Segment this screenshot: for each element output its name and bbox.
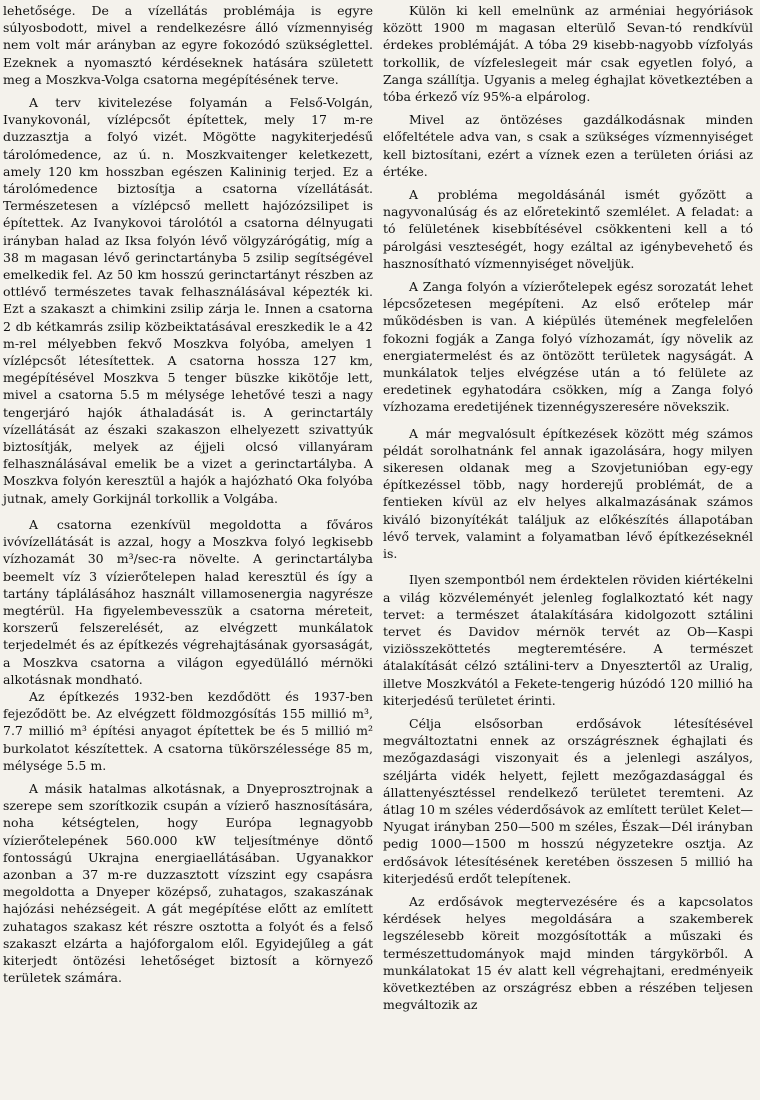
paragraph: Külön ki kell emelnünk az arméniai hegyóriások között 1900 m magasan elterülő Sevan-tó rendkívül érdekes problémáját. A tóba 29 kisebb-nagyobb vízfolyás torkollik, de vízfeleslegeit már csak egyetlen folyó, a Zanga szállítja. Ugyanis a meleg éghajlat következtében a tóba érkező víz 95%-a elpárolog. xyxy=(383,3,753,105)
right-column xyxy=(383,2,753,1100)
paragraph: A Zanga folyón a vízierőtelepek egész sorozatát lehet lépcsőzetesen megépíteni. Az első erőtelep már működésben is van. A kiépülés ütemének megfelelően fokozni fogják a Zanga folyó vízhozamát, így növelik az energiatermelést és az öntözött területek nagyságát. A munkálatok teljes elvégzése után a tó felülete az eredetinek egyhatodára csökken, míg a Zanga folyó vízhozama eredetijének tizennégyszeresére növekszik. xyxy=(383,279,753,415)
paragraph: lehetősége. De a vízellátás problémája is egyre súlyosbodott, mivel a rendelkezésre álló vízmennyiség nem volt már arányban az egyre fokozódó szükséglettel. Ezeknek a nyomasztó kérdéseknek hatására született meg a Moszkva-Volga csatorna megépítésének terve. xyxy=(3,3,373,87)
paragraph: Az építkezés 1932-ben kezdődött és 1937-ben fejeződött be. Az elvégzett földmozgósítás 155 millió m³, 7.7 millió m³ építési anyagot építettek be és 5 millió m² burkolatot készítettek. A csatorna tükörszélessége 85 m, mélysége 5.5 m. xyxy=(3,688,373,773)
paragraph: A csatorna ezenkívül megoldotta a főváros ivóvízellátását is azzal, hogy a Moszkva folyó legkisebb vízhozamát 30 m³/sec-ra növelte. A gerinctartályba beemelt víz 3 vízierőtelepen halad keresztül és így a tartány táplálásához használt villamosenergia nagyrésze megtérül. Ha figyelembevesszük a csatorna méreteit, korszerű felszerelését, az elvégzett munkálatok terjedelmét és az építkezés végrehajtásának gyorsaságát, a Moszkva csatorna a világon egyedülálló mérnöki alkotásnak mondható. xyxy=(3,516,373,687)
paragraph: Mivel az öntözéses gazdálkodásnak minden előfeltétele adva van, s csak a szükséges vízmennyiséget kell biztosítani, ezért a víznek ezen a területen óriási az értéke. xyxy=(383,112,753,179)
paragraph: A terv kivitelezése folyamán a Felső-Volgán, Ivanykovonál, vízlépcsőt építettek, mely 17 m-re duzzasztja a folyó vizét. Mögötte nagykiterjedésű tárolómedence, az ú. n. Moszkvaitenger keletkezett, amely 120 km hosszban egészen Kalininig terjed. Ez a tárolómedence biztosítja a csatorna vízellátását. Természetesen a vízlépcső mellett hajózózsilipet is építettek. Az Ivanykovoi tárolótól a csatorna délnyugati irányban halad az Iksa folyón lévő völgyzárógátig, míg a 38 m magasan lévő gerinctartányba 5 zsilip segítségével emelkedik fel. Az 50 km hosszú gerinctartányt részben az ottlévő természetes tavak felhasználásával képezték ki. Ezt a szakaszt a chimkini zsilip zárja le. Innen a csatorna 2 db kétkamrás zsilip közbeiktatásával ereszkedik le a 42 m-rel mélyebben fekvő Moszkva folyóba, amelyen 1 vízlépcsőt létesítettek. A csatorna hossza 127 km, megépítésével Moszkva 5 tenger büszke kikötője lett, mivel a csatorna 5.5 m mélysége lehetővé teszi a nagy tengerjáró hajók áthaladását is. A gerinctartály vízellátását az északi szakaszon elhelyezett szivattyúk biztosítják, melyek az éjjeli olcsó villanyáram felhasználásával emelik be a vizet a gerinctartályba. A Moszkva folyón keresztül a hajók a hajózható Oka folyóba jutnak, amely Gorkijnál torkollik a Volgába. xyxy=(3,95,373,506)
paragraph: A már megvalósult építkezések között még számos példát sorolhatnánk fel annak igazolására, hogy milyen sikeresen oldanak meg a Szovjetunióban egy-egy építkezéssel több, nagy horderejű problémát, de a fentieken kívül az elv helyes alkalmazásának számos kiváló bizonyítékát találjuk az előkészítés állapotában lévő tervek, valamint a folyamatban lévő építkezéseknél is. xyxy=(383,425,753,562)
left-column xyxy=(3,2,373,1100)
paragraph: Célja elsősorban erdősávok létesítésével megváltoztatni ennek az országrésznek éghajlati és mezőgazdasági viszonyait és a jelenlegi aszályos, széljárta vidék helyett, fejlett mezőgazdasággal és állattenyésztéssel rendelkező területet teremteni. Az átlag 10 m széles véderdősávok az említett terület Kelet—Nyugat irányban 250—500 m széles, Észak—Dél irányban pedig 1000—1500 m hosszú négyzetekre osztja. Az erdősávok létesítésének keretében összesen 5 millió ha kiterjedésű erdőt telepítenek. xyxy=(383,715,753,886)
paragraph: A másik hatalmas alkotásnak, a Dnyeprosztrojnak a szerepe sem szorítkozik csupán a vízierő hasznosítására, noha kétségtelen, hogy Európa legnagyobb vízierőtelepének 560.000 kW teljesítménye döntő fontosságú Ukrajna energiaellátásában. Ugyanakkor azonban a 37 m-re duzzasztott vízszint egy csapásra megoldotta a Dnyeper középső, zuhatagos, szakaszának hajózási nehézségeit. A gát megépítése előtt az említett zuhatagos szakasz két részre osztotta a folyót és a felső szakaszt elzárta a hajóforgalom elől. Egyidejűleg a gát kiterjedt öntözési lehetőséget biztosít a környező területek számára. xyxy=(3,780,373,986)
paragraph: Az erdősávok megtervezésére és a kapcsolatos kérdések helyes megoldására a szakemberek legszélesebb köreit mozgósították a műszaki és természettudományok majd minden tárgykörből. A munkálatokat 15 év alatt kell végrehajtani, eredményeik következtében az országrész ebben a részében teljesen megváltozik az xyxy=(383,893,753,1013)
paragraph: A probléma megoldásánál ismét győzött a nagyvonalúság és az előretekintő szemlélet. A feladat: a tó felületének kisebbítésével csökkenteni kell a tó párolgási veszteségét, hogy ezáltal az igénybevehető és hasznosítható vízmennyiséget növeljük. xyxy=(383,187,753,271)
paragraph: Ilyen szempontból nem érdektelen röviden kiértékelni a világ közvéleményét jelenleg foglalkoztató két nagy tervet: a természet átalakítására kidolgozott sztálini tervet és Davidov mérnök tervét az Ob—Kaspi viziösszeköttetés megteremtésére. A természet átalakítását célzó sztálini-terv a Dnyesztertől az Uralig, illetve Moszkvától a Fekete-tengerig húzódó 120 millió ha kiterjedésű területet érinti. xyxy=(383,572,753,708)
